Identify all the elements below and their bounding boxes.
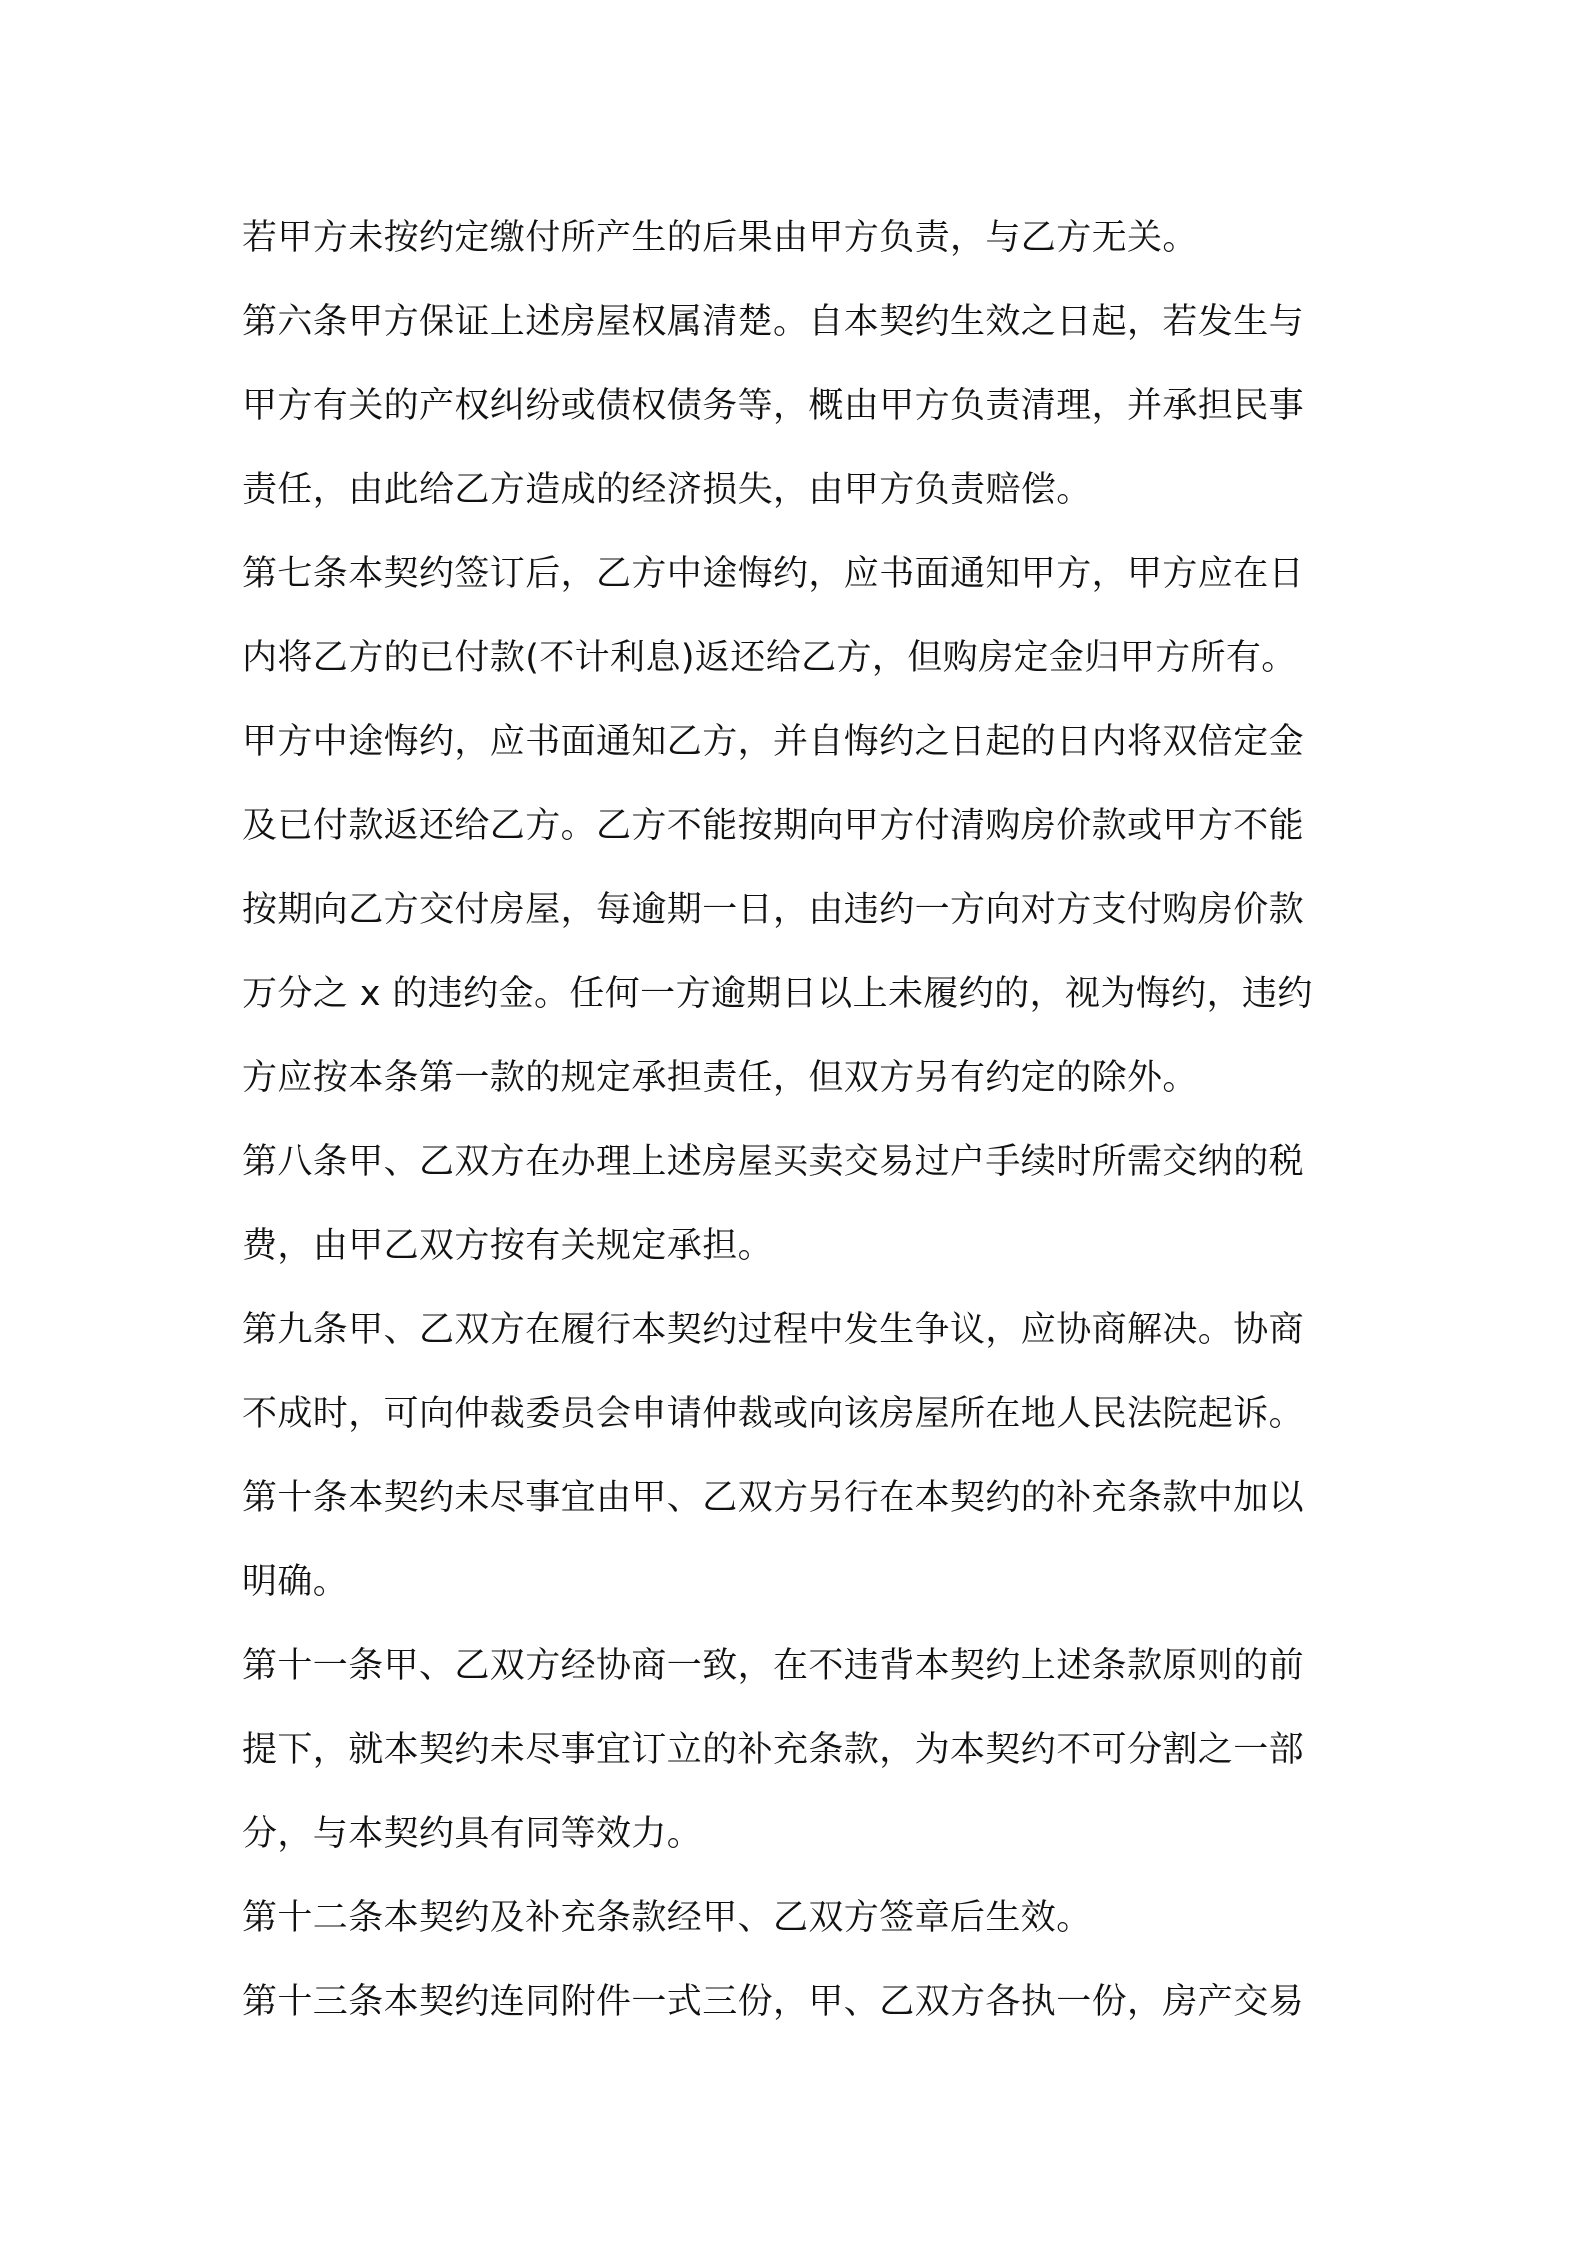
text-line: 甲方有关的产权纠纷或债权债务等，概由甲方负责清理，并承担民事 xyxy=(242,386,1305,426)
text-line: 第十三条本契约连同附件一式三份，甲、乙双方各执一份，房产交易 xyxy=(242,1982,1305,2022)
text-line: 不成时，可向仲裁委员会申请仲裁或向该房屋所在地人民法院起诉。 xyxy=(242,1394,1305,1434)
text-line: 按期向乙方交付房屋，每逾期一日，由违约一方向对方支付购房价款 xyxy=(242,890,1305,930)
text-line: 提下，就本契约未尽事宜订立的补充条款，为本契约不可分割之一部 xyxy=(242,1730,1305,1770)
text-line: 明确。 xyxy=(242,1562,349,1602)
text-line: 甲方中途悔约，应书面通知乙方，并自悔约之日起的日内将双倍定金 xyxy=(242,722,1305,762)
text-line: 第六条甲方保证上述房屋权属清楚。自本契约生效之日起，若发生与 xyxy=(242,302,1305,342)
text-line: 万分之 x 的违约金。任何一方逾期日以上未履约的，视为悔约，违约 xyxy=(242,974,1313,1014)
text-line: 分，与本契约具有同等效力。 xyxy=(242,1814,703,1854)
text-line: 第九条甲、乙双方在履行本契约过程中发生争议，应协商解决。协商 xyxy=(242,1310,1305,1350)
text-line: 内将乙方的已付款(不计利息)返还给乙方，但购房定金归甲方所有。 xyxy=(242,638,1297,678)
text-line: 第十二条本契约及补充条款经甲、乙双方签章后生效。 xyxy=(242,1898,1092,1938)
text-line: 责任，由此给乙方造成的经济损失，由甲方负责赔偿。 xyxy=(242,470,1092,510)
text-line: 及已付款返还给乙方。乙方不能按期向甲方付清购房价款或甲方不能 xyxy=(242,806,1305,846)
text-line: 费，由甲乙双方按有关规定承担。 xyxy=(242,1226,774,1266)
text-line: 若甲方未按约定缴付所产生的后果由甲方负责，与乙方无关。 xyxy=(242,218,1198,258)
text-line: 第十条本契约未尽事宜由甲、乙双方另行在本契约的补充条款中加以 xyxy=(242,1478,1305,1518)
text-line: 第十一条甲、乙双方经协商一致，在不违背本契约上述条款原则的前 xyxy=(242,1646,1305,1686)
contract-text xyxy=(242,196,1362,2044)
text-line: 第八条甲、乙双方在办理上述房屋买卖交易过户手续时所需交纳的税 xyxy=(242,1142,1305,1182)
text-line: 第七条本契约签订后，乙方中途悔约，应书面通知甲方，甲方应在日 xyxy=(242,554,1305,594)
text-line: 方应按本条第一款的规定承担责任，但双方另有约定的除外。 xyxy=(242,1058,1198,1098)
